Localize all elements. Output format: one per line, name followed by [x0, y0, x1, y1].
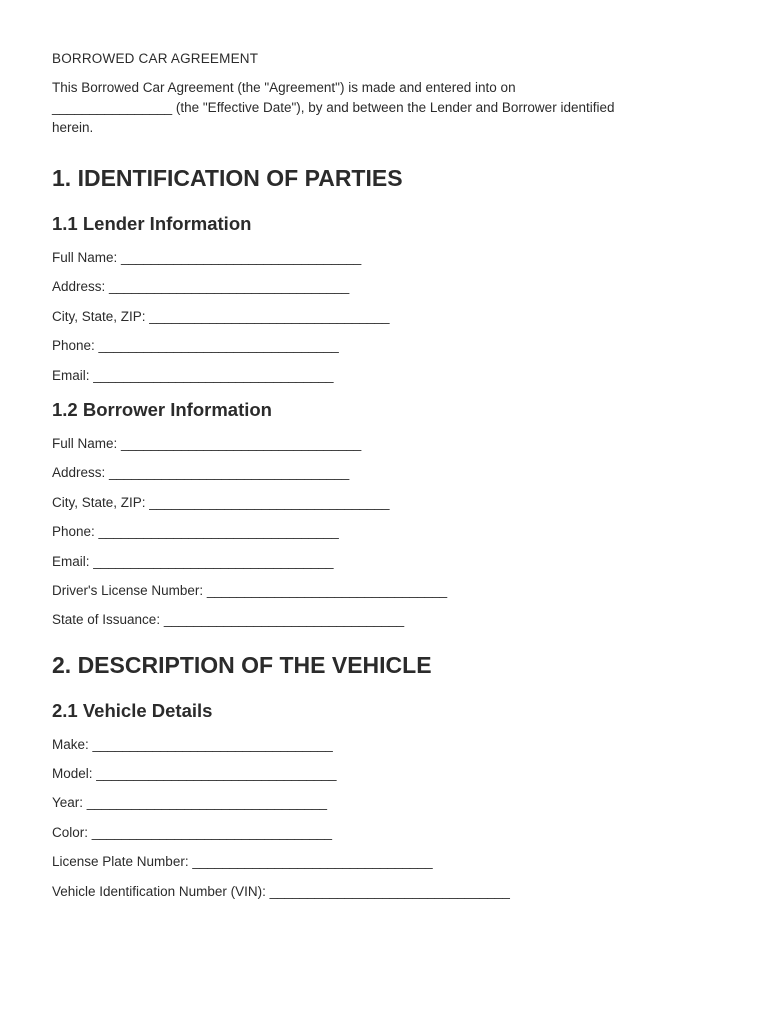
section-2-title: 2. DESCRIPTION OF THE VEHICLE [52, 651, 432, 678]
borrower-email-field: Email: ________________________________ [52, 553, 334, 569]
intro-paragraph [52, 78, 732, 138]
vehicle-make-field: Make: ________________________________ [52, 736, 333, 752]
vehicle-license-plate-field: License Plate Number: ________________________________ [52, 854, 433, 870]
borrower-full-name-field: Full Name: ________________________________ [52, 435, 362, 451]
intro-line-1: This Borrowed Car Agreement (the "Agreement") is made and entered into on [52, 80, 516, 95]
lender-phone-field: Phone: ________________________________ [52, 338, 339, 354]
borrower-fields [52, 435, 732, 641]
vehicle-vin-field: Vehicle Identification Number (VIN): ________________________________ [52, 883, 510, 899]
borrower-address-field: Address: ________________________________ [52, 465, 350, 481]
vehicle-fields [52, 736, 732, 912]
document-page [52, 50, 732, 912]
intro-line-2: ________________ (the "Effective Date"), by and between the Lender and Borrower identified [52, 100, 615, 115]
borrower-info-title: 1.2 Borrower Information [52, 398, 272, 420]
lender-info-title: 1.1 Lender Information [52, 213, 252, 234]
borrower-state-of-issuance-field: State of Issuance: ________________________________ [52, 612, 405, 628]
vehicle-details-title: 2.1 Vehicle Details [52, 699, 213, 721]
lender-email-field: Email: ________________________________ [52, 367, 334, 383]
vehicle-year-field: Year: ________________________________ [52, 795, 328, 811]
lender-city-state-zip-field: City, State, ZIP: ________________________________ [52, 308, 390, 324]
vehicle-color-field: Color: ________________________________ [52, 824, 333, 840]
borrower-city-state-zip-field: City, State, ZIP: ________________________________ [52, 494, 390, 510]
section-1-title: 1. IDENTIFICATION OF PARTIES [52, 165, 403, 191]
intro-line-3: herein. [52, 120, 94, 135]
borrower-license-number-field: Driver's License Number: ________________________________ [52, 582, 448, 598]
lender-fields [52, 249, 732, 396]
vehicle-model-field: Model: ________________________________ [52, 766, 337, 782]
borrower-phone-field: Phone: ________________________________ [52, 524, 339, 540]
lender-address-field: Address: ________________________________ [52, 279, 350, 295]
lender-full-name-field: Full Name: ________________________________ [52, 250, 362, 265]
document-title: BORROWED CAR AGREEMENT [52, 51, 259, 66]
